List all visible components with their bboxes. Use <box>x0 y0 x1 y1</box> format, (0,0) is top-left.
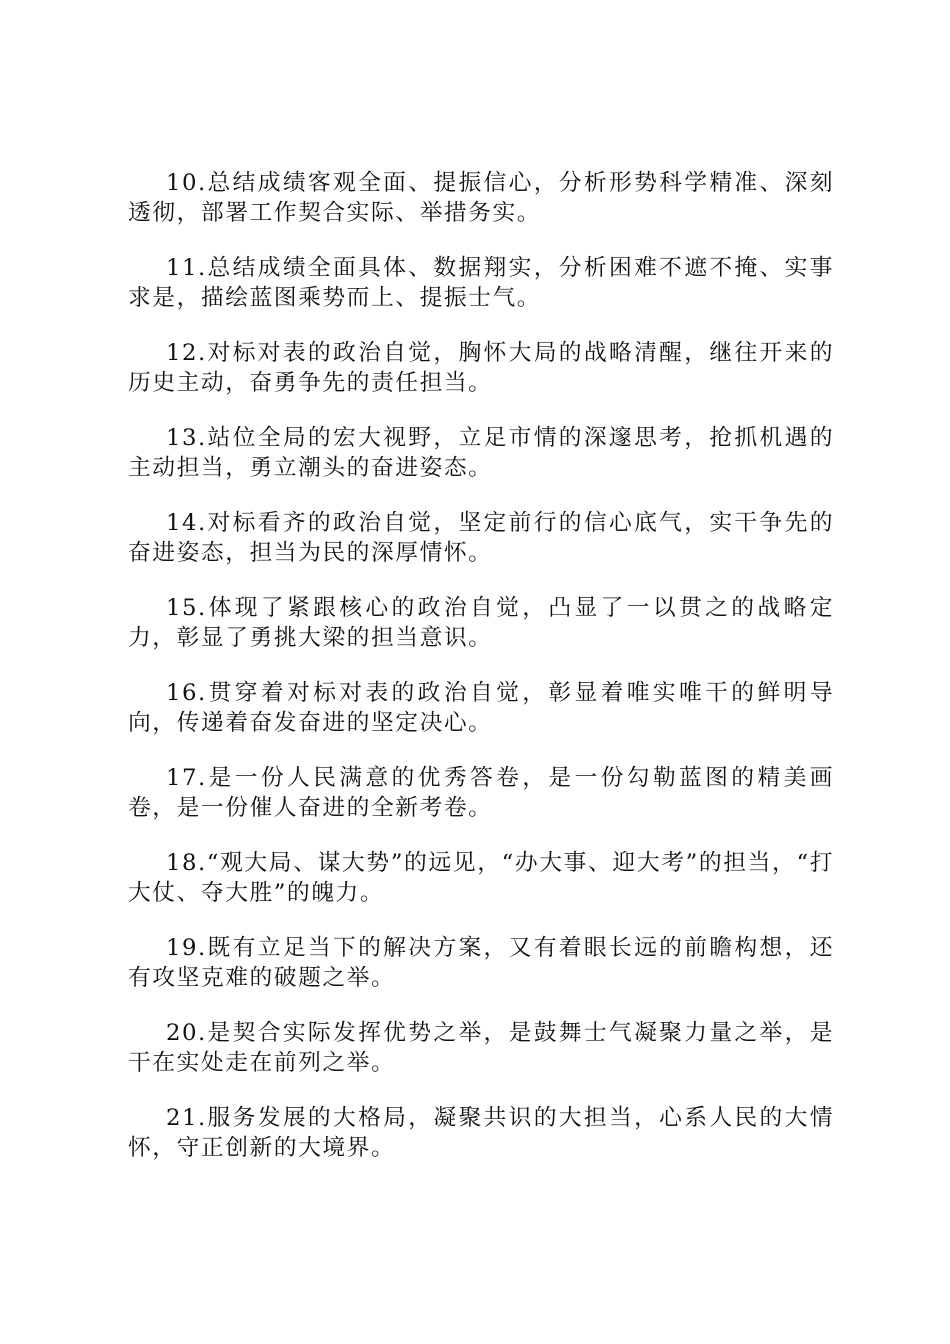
paragraph-number: 10. <box>166 170 207 196</box>
paragraph-text: 体现了紧跟核心的政治自觉，凸显了一以贯之的战略定力，彰显了勇挑大梁的担当意识。 <box>128 595 834 651</box>
paragraph-number: 17. <box>166 765 207 791</box>
paragraph-number: 11. <box>166 255 207 281</box>
paragraph-11 <box>128 253 834 313</box>
paragraph-text: 贯穿着对标对表的政治自觉，彰显着唯实唯干的鲜明导向，传递着奋发奋进的坚定决心。 <box>128 680 834 736</box>
paragraph-text: 是契合实际发挥优势之举，是鼓舞士气凝聚力量之举，是干在实处走在前列之举。 <box>128 1020 834 1076</box>
paragraph-20 <box>128 1018 834 1078</box>
paragraph-14 <box>128 508 834 568</box>
paragraph-text: 对标对表的政治自觉，胸怀大局的战略清醒，继往开来的历史主动，奋勇争先的责任担当。 <box>128 340 834 396</box>
paragraph-number: 20. <box>166 1020 207 1046</box>
paragraph-number: 16. <box>166 680 207 706</box>
paragraph-text: 既有立足当下的解决方案，又有着眼长远的前瞻构想，还有攻坚克难的破题之举。 <box>128 935 834 991</box>
paragraph-number: 15. <box>166 595 207 621</box>
paragraph-text: “观大局、谋大势”的远见，“办大事、迎大考”的担当，“打大仗、夺大胜”的魄力。 <box>128 850 834 906</box>
paragraph-text: 是一份人民满意的优秀答卷，是一份勾勒蓝图的精美画卷，是一份催人奋进的全新考卷。 <box>128 765 834 821</box>
paragraph-number: 13. <box>166 425 207 451</box>
paragraph-text: 总结成绩客观全面、提振信心，分析形势科学精准、深刻透彻，部署工作契合实际、举措务实。 <box>128 170 834 226</box>
paragraph-text: 对标看齐的政治自觉，坚定前行的信心底气，实干争先的奋进姿态，担当为民的深厚情怀。 <box>128 510 834 566</box>
paragraph-number: 14. <box>166 510 207 536</box>
paragraph-13 <box>128 423 834 483</box>
paragraph-15 <box>128 593 834 653</box>
paragraph-number: 21. <box>166 1105 207 1131</box>
paragraph-number: 18. <box>166 850 207 876</box>
paragraph-18 <box>128 848 834 908</box>
paragraph-16 <box>128 678 834 738</box>
paragraph-10 <box>128 168 834 228</box>
paragraph-number: 19. <box>166 935 207 961</box>
document-body <box>128 168 834 1188</box>
paragraph-text: 服务发展的大格局，凝聚共识的大担当，心系人民的大情怀，守正创新的大境界。 <box>128 1105 834 1161</box>
paragraph-12 <box>128 338 834 398</box>
paragraph-text: 站位全局的宏大视野，立足市情的深邃思考，抢抓机遇的主动担当，勇立潮头的奋进姿态。 <box>128 425 834 481</box>
paragraph-17 <box>128 763 834 823</box>
paragraph-19 <box>128 933 834 993</box>
paragraph-21 <box>128 1103 834 1163</box>
paragraph-text: 总结成绩全面具体、数据翔实，分析困难不遮不掩、实事求是，描绘蓝图乘势而上、提振士气。 <box>128 255 834 311</box>
paragraph-number: 12. <box>166 340 207 366</box>
